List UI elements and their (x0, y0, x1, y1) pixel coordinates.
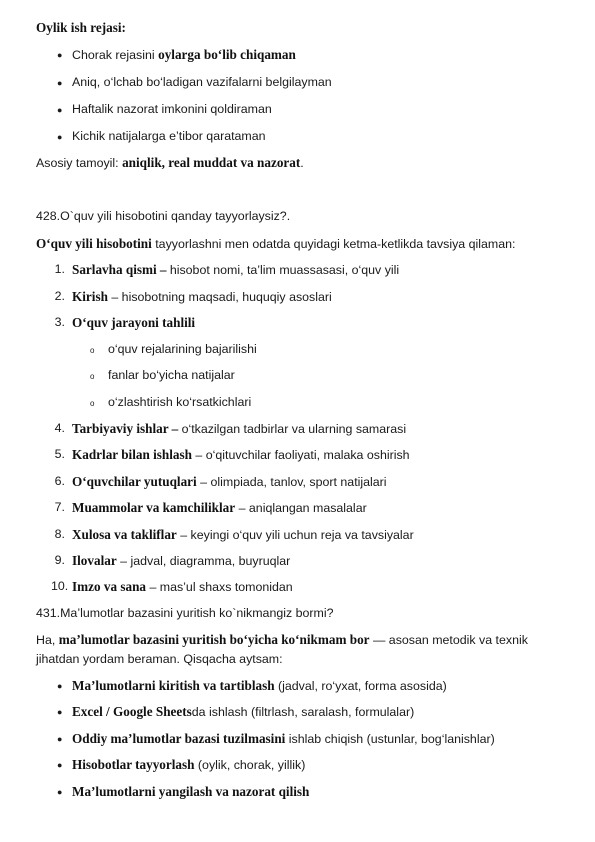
question-431: 431.Ma’lumotlar bazasini yuritish ko`nikmangiz bormi? (36, 606, 334, 620)
list-item: Ma’lumotlarni yangilash va nazorat qilish (72, 784, 310, 799)
item-number: 6. (54, 474, 65, 488)
bullet-icon: ● (57, 132, 63, 142)
principle-line: Asosiy tamoyil: aniqlik, real muddat va nazorat. (36, 155, 304, 170)
numbered-item: Kirish – hisobotning maqsadi, huquqiy asoslari (72, 289, 332, 304)
numbered-item: Kadrlar bilan ishlash – o‘qituvchilar faoliyati, malaka oshirish (72, 447, 410, 462)
list-item: Ma’lumotlarni kiritish va tartiblash (jadval, ro‘yxat, forma asosida) (72, 678, 447, 693)
item-number: 8. (54, 527, 65, 541)
numbered-item: Imzo va sana – mas’ul shaxs tomonidan (72, 579, 293, 594)
list-item: Aniq, o‘lchab bo‘ladigan vazifalarni belgilayman (72, 75, 332, 89)
numbered-item: Tarbiyaviy ishlar – o‘tkazilgan tadbirlar va ularning samarasi (72, 421, 407, 436)
item-number: 3. (54, 315, 65, 329)
bullet-icon: ● (57, 105, 63, 115)
item-number: 5. (54, 447, 65, 461)
numbered-item: Muammolar va kamchiliklar – aniqlangan masalalar (72, 500, 367, 515)
bullet-icon: ● (57, 50, 63, 60)
answer-line-2: jihatdan yordam beraman. Qisqacha aytsam: (36, 652, 283, 666)
circle-bullet-icon: o (90, 399, 95, 408)
bullet-icon: ● (57, 760, 63, 770)
item-number: 9. (54, 553, 65, 567)
item-number: 4. (54, 421, 65, 435)
numbered-item: Xulosa va takliflar – keyingi o‘quv yili uchun reja va tavsiyalar (72, 527, 414, 542)
item-number: 2. (54, 289, 65, 303)
list-item: Hisobotlar tayyorlash (oylik, chorak, yillik) (72, 757, 306, 772)
answer-line: Ha, ma’lumotlar bazasini yuritish bo‘yicha ko‘nikmam bor — asosan metodik va texnik (36, 632, 528, 647)
sub-item: o‘zlashtirish ko‘rsatkichlari (108, 395, 252, 409)
list-item: Kichik natijalarga e’tibor qarataman (72, 129, 266, 143)
circle-bullet-icon: o (90, 346, 95, 355)
bullet-icon: ● (57, 681, 63, 691)
numbered-item: O‘quvchilar yutuqlari – olimpiada, tanlov, sport natijalari (72, 474, 387, 489)
sub-item: o‘quv rejalarining bajarilishi (108, 342, 257, 356)
list-item: Haftalik nazorat imkonini qoldiraman (72, 102, 272, 116)
item-number: 1. (54, 262, 65, 276)
circle-bullet-icon: o (90, 372, 95, 381)
bullet-icon: ● (57, 734, 63, 744)
section-heading: Oylik ish rejasi: (36, 20, 126, 35)
list-item: Chorak rejasini oylarga bo‘lib chiqaman (72, 47, 296, 62)
numbered-item: O‘quv jarayoni tahlili (72, 315, 196, 330)
list-item: Excel / Google Sheetsda ishlash (filtrlash, saralash, formulalar) (72, 704, 415, 719)
bullet-icon: ● (57, 787, 63, 797)
item-number: 7. (54, 500, 65, 514)
question-428: 428.O`quv yili hisobotini qanday tayyorlaysiz?. (36, 209, 291, 223)
bullet-icon: ● (57, 78, 63, 88)
item-number: 10. (51, 579, 69, 593)
numbered-item: Ilovalar – jadval, diagramma, buyruqlar (72, 553, 291, 568)
list-item: Oddiy ma’lumotlar bazasi tuzilmasini ishlab chiqish (ustunlar, bog‘lanishlar) (72, 731, 495, 746)
bullet-icon: ● (57, 707, 63, 717)
intro-line: O‘quv yili hisobotini tayyorlashni men odatda quyidagi ketma-ketlikda tavsiya qilaman: (36, 236, 516, 251)
sub-item: fanlar bo‘yicha natijalar (108, 368, 235, 382)
numbered-item: Sarlavha qismi – hisobot nomi, ta’lim muassasasi, o‘quv yili (72, 262, 400, 277)
